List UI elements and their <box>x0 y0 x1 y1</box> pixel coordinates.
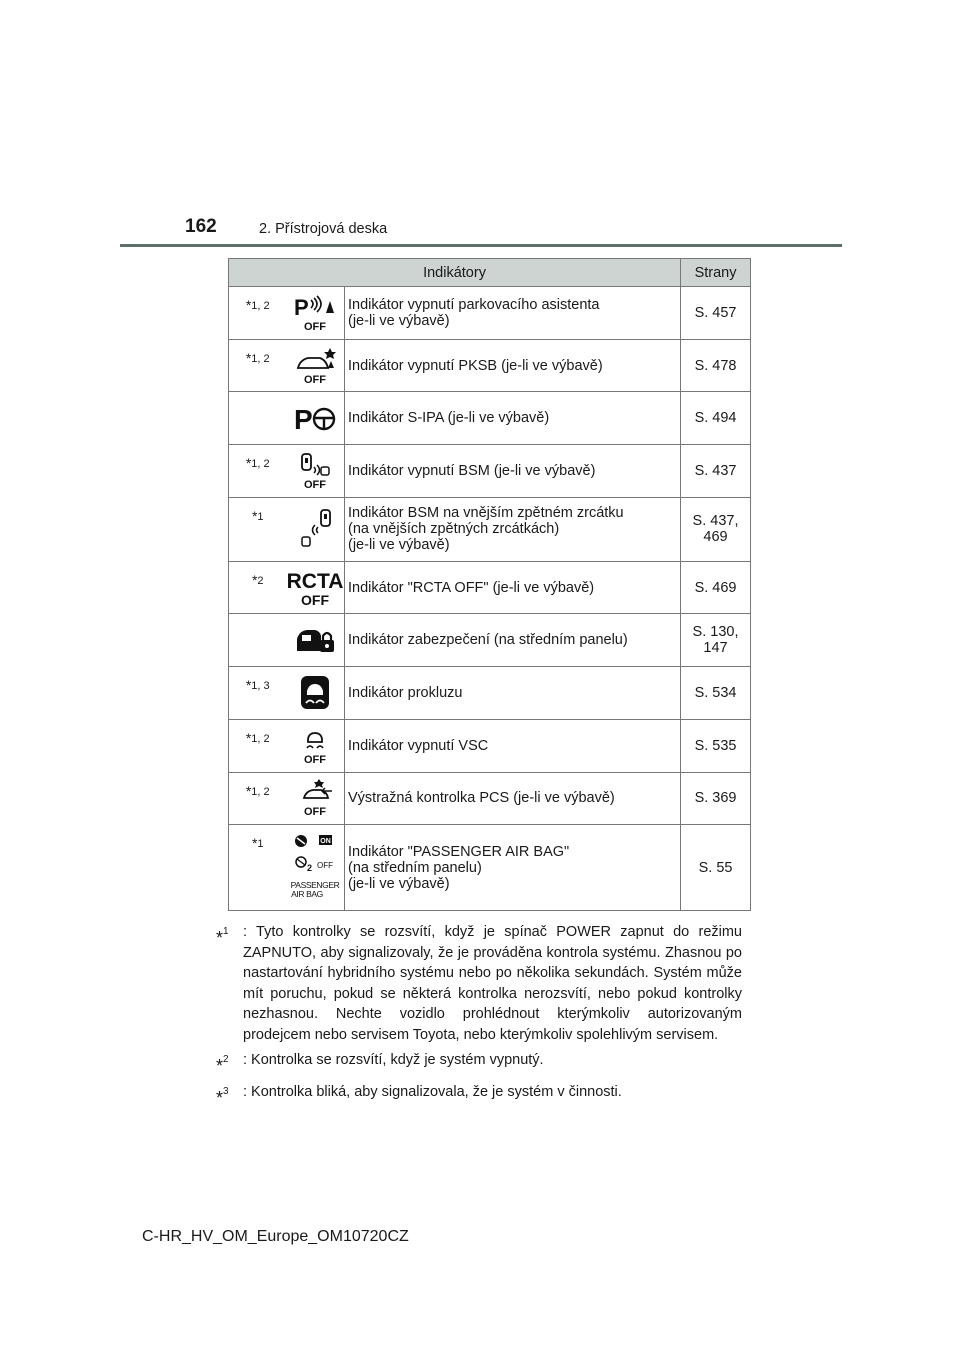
note-ref: *1, 2 <box>229 445 287 498</box>
indicator-description: Výstražná kontrolka PCS (je-li ve výbavě) <box>345 772 681 825</box>
note-ref: *1 <box>229 497 287 561</box>
svg-text:P: P <box>294 294 309 320</box>
table-row <box>229 445 751 498</box>
pksb-off-icon <box>287 339 345 392</box>
note-ref: *2 <box>229 561 287 614</box>
table-row <box>229 497 751 561</box>
column-header-indicators: Indikátory <box>229 259 681 287</box>
footnote-mark: *$^3$ <box>216 1085 229 1108</box>
footnote-text: : Kontrolka bliká, aby signalizovala, že je systém v činnosti. <box>243 1083 622 1100</box>
svg-text:ON: ON <box>319 837 331 845</box>
security-icon <box>287 614 345 667</box>
section-title: 2. Přístrojová deska <box>259 221 388 237</box>
note-ref <box>229 392 287 445</box>
svg-text:OFF: OFF <box>301 591 330 608</box>
page-reference: S. 437 <box>681 445 751 498</box>
indicator-description: Indikátor BSM na vnějším zpětném zrcátku (na vnějších zpětných zrcátkách) (je-li ve výbavě) <box>345 497 681 561</box>
table-row <box>229 392 751 445</box>
indicator-description: Indikátor vypnutí PKSB (je-li ve výbavě) <box>345 339 681 392</box>
bsm-mirror-icon <box>287 497 345 561</box>
note-ref <box>229 614 287 667</box>
footnote-mark: *$^2$ <box>216 1054 229 1076</box>
parking-assist-off-icon <box>287 287 345 340</box>
passenger-airbag-icon <box>287 825 345 911</box>
svg-text:OFF: OFF <box>304 478 327 491</box>
table-row <box>229 667 751 720</box>
page-reference: S. 535 <box>681 719 751 772</box>
note-ref: *1, 2 <box>229 339 287 392</box>
table-row <box>229 287 751 340</box>
indicator-description: Indikátor zabezpečení (na středním panelu) <box>345 614 681 667</box>
bsm-off-icon <box>287 445 345 498</box>
svg-text:AIR BAG: AIR BAG <box>290 888 323 899</box>
indicator-description: Indikátor vypnutí BSM (je-li ve výbavě) <box>345 445 681 498</box>
svg-text:OFF: OFF <box>304 373 327 386</box>
page-reference: S. 457 <box>681 287 751 340</box>
slip-icon <box>287 667 345 720</box>
footnotes <box>216 922 742 1113</box>
rcta-off-icon <box>287 561 345 614</box>
indicator-description: Indikátor prokluzu <box>345 667 681 720</box>
note-ref: *1, 3 <box>229 667 287 720</box>
indicator-description: Indikátor vypnutí parkovacího asistenta (je-li ve výbavě) <box>345 287 681 340</box>
page-reference: S. 437, 469 <box>681 497 751 561</box>
table-row <box>229 772 751 825</box>
svg-text:2: 2 <box>306 862 312 873</box>
svg-text:PASSENGER: PASSENGER <box>290 879 339 890</box>
vsc-off-icon <box>287 719 345 772</box>
note-ref: *1 <box>229 825 287 911</box>
svg-text:OFF: OFF <box>316 860 333 870</box>
page-reference: S. 55 <box>681 825 751 911</box>
svg-text:P: P <box>294 404 313 436</box>
column-header-pages: Strany <box>681 259 751 287</box>
svg-text:OFF: OFF <box>304 753 327 766</box>
indicator-table <box>228 258 751 911</box>
footnote <box>216 1050 742 1077</box>
indicator-description: Indikátor "PASSENGER AIR BAG" (na středním panelu) (je-li ve výbavě) <box>345 825 681 911</box>
svg-text:OFF: OFF <box>304 806 327 819</box>
page-number: 162 <box>185 216 217 237</box>
table-row <box>229 561 751 614</box>
pcs-warning-icon <box>287 772 345 825</box>
s-ipa-icon <box>287 392 345 445</box>
table-row <box>229 719 751 772</box>
page-reference: S. 369 <box>681 772 751 825</box>
page-reference: S. 478 <box>681 339 751 392</box>
svg-text:OFF: OFF <box>304 320 327 333</box>
note-ref: *1, 2 <box>229 719 287 772</box>
header-divider <box>120 244 842 247</box>
footnote-text: : Kontrolka se rozsvítí, když je systém vypnutý. <box>243 1052 544 1068</box>
page-reference: S. 494 <box>681 392 751 445</box>
footnote-mark: *$^1$ <box>216 926 229 948</box>
table-row <box>229 339 751 392</box>
table-row <box>229 825 751 911</box>
indicator-description: Indikátor S-IPA (je-li ve výbavě) <box>345 392 681 445</box>
note-ref: *1, 2 <box>229 772 287 825</box>
page-reference: S. 534 <box>681 667 751 720</box>
indicator-description: Indikátor "RCTA OFF" (je-li ve výbavě) <box>345 561 681 614</box>
page-reference: S. 469 <box>681 561 751 614</box>
page-reference: S. 130, 147 <box>681 614 751 667</box>
footnote <box>216 922 742 1045</box>
footnote <box>216 1082 742 1109</box>
footnote-text: : Tyto kontrolky se rozsvítí, když je spínač POWER zapnut do režimu ZAPNUTO, aby signalizovaly, že je prováděna kontrola systému. Zhasnou po nastartování hybridního systému nebo po několika sekundách. Systém může mít poruchu, pokud se některá kontrolka nerozsvítí, nebo pokud kontrolky nezhasnou. Nechte vozidlo prohlédnout kterýmkoliv autorizovaným prodejcem nebo servisem Toyota, nebo kterýmkoliv spolehlivým servisem. <box>243 924 742 1043</box>
document-code: C-HR_HV_OM_Europe_OM10720CZ <box>142 1228 409 1245</box>
note-ref: *1, 2 <box>229 287 287 340</box>
indicator-description: Indikátor vypnutí VSC <box>345 719 681 772</box>
svg-text:RCTA: RCTA <box>287 569 344 593</box>
table-row <box>229 614 751 667</box>
